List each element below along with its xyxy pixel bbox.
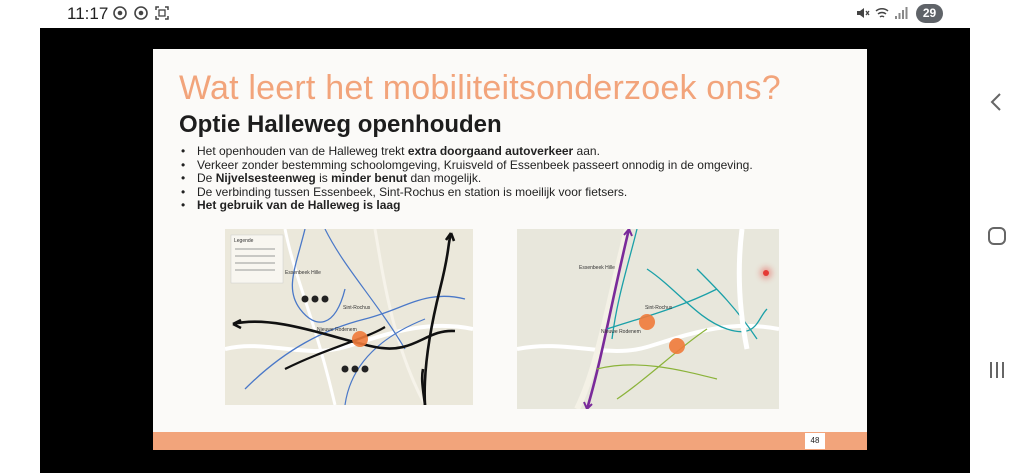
map-legend-title: Legende — [234, 238, 254, 244]
bullet-item: • Het gebruik van de Halleweg is laag — [181, 198, 401, 213]
home-icon[interactable] — [985, 224, 1009, 248]
bullet-item: • Het openhouden van de Halleweg trekt extra doorgaand autoverkeer aan. — [181, 144, 600, 158]
svg-text:Nieuwe Rodenem: Nieuwe Rodenem — [601, 329, 641, 335]
svg-text:Essenbeek Hille: Essenbeek Hille — [285, 270, 321, 276]
clock: 11:17 — [67, 4, 109, 23]
presentation-slide — [153, 49, 867, 450]
signal-icon — [894, 6, 908, 20]
slide-footer-bar — [153, 432, 867, 450]
svg-text:Nieuwe Rodenem: Nieuwe Rodenem — [317, 327, 357, 333]
map-car-traffic — [225, 229, 473, 405]
chrome-icon — [134, 6, 148, 20]
screenshot-icon — [155, 6, 169, 20]
svg-text:Essenbeek Hille: Essenbeek Hille — [579, 265, 615, 271]
slide-title: Wat leert het mobiliteitsonderzoek ons? — [179, 69, 781, 107]
bullet-list — [177, 145, 753, 213]
bullet-item: • De verbinding tussen Essenbeek, Sint-Rochus en station is moeilijk voor fietsers. — [181, 184, 628, 199]
mute-icon — [856, 6, 870, 20]
svg-text:Sint-Rochus: Sint-Rochus — [343, 305, 371, 311]
bullet-item: • De Nijvelsesteenweg is minder benut dan mogelijk. — [181, 171, 482, 186]
chrome-icon — [113, 6, 127, 20]
bullet-item: • Verkeer zonder bestemming schoolomgeving, Kruisveld of Essenbeek passeert onnodig in de omgeving. — [181, 157, 753, 172]
recents-icon[interactable] — [985, 358, 1009, 382]
svg-text:Sint-Rochus: Sint-Rochus — [645, 305, 673, 311]
status-bar — [0, 0, 1024, 28]
map-bike-routes — [517, 229, 779, 409]
slide-subtitle: Optie Halleweg openhouden — [179, 111, 502, 138]
wifi-icon — [875, 6, 889, 20]
laser-pointer-dot — [763, 270, 769, 276]
navigation-bar — [970, 28, 1024, 473]
back-icon[interactable] — [985, 90, 1009, 114]
page-number: 48 — [805, 433, 825, 449]
battery-indicator: 29 — [916, 4, 943, 23]
